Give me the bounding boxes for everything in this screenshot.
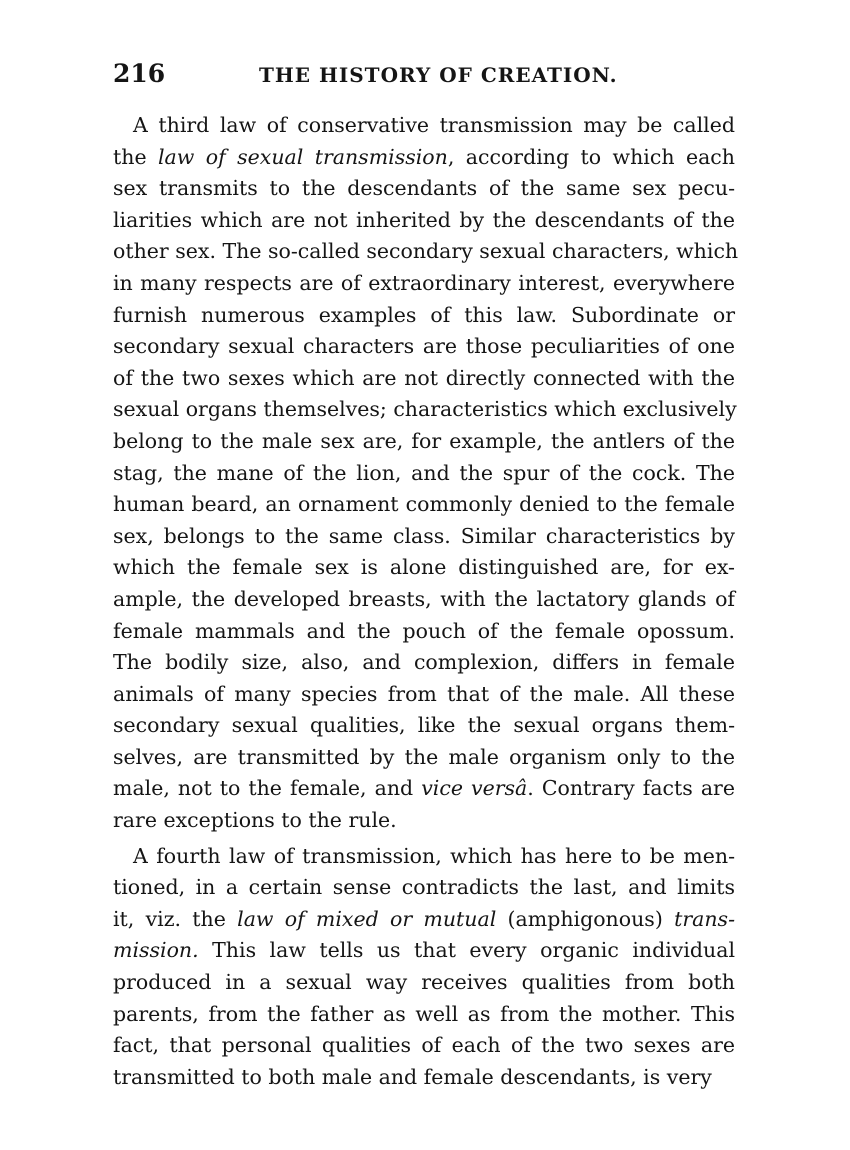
text-line bbox=[113, 300, 735, 332]
text-segment: female mammals and the pouch of the female opossum. bbox=[113, 618, 735, 643]
text-line bbox=[113, 616, 735, 648]
text-segment: of the two sexes which are not directly connected with the bbox=[113, 365, 735, 390]
text-line bbox=[113, 458, 735, 490]
italic-text: mission. bbox=[113, 938, 199, 963]
text-segment: which the female sex is alone distinguished are, for ex- bbox=[113, 555, 735, 580]
text-segment: in many respects are of extraordinary interest, everywhere bbox=[113, 270, 735, 295]
text-segment: liarities which are not inherited by the descendants of the bbox=[113, 207, 735, 232]
text-segment: parents, from the father as well as from the mother. This bbox=[113, 1001, 735, 1026]
text-line bbox=[113, 552, 735, 584]
text-segment: sex, belongs to the same class. Similar characteristics by bbox=[113, 523, 735, 548]
text-segment: rare exceptions to the rule. bbox=[113, 808, 397, 833]
page-number: 216 bbox=[113, 59, 166, 88]
text-line bbox=[113, 110, 735, 142]
text-line bbox=[113, 489, 735, 521]
text-segment: produced in a sexual way receives qualities from both bbox=[113, 970, 735, 995]
text-line bbox=[113, 710, 735, 742]
text-segment: animals of many species from that of the male. All these bbox=[113, 681, 735, 706]
text-segment: This law tells us that every organic individual bbox=[198, 938, 735, 963]
text-segment: transmitted to both male and female descendants, is very bbox=[113, 1064, 712, 1089]
text-line bbox=[113, 805, 735, 837]
text-segment: (amphigonous) bbox=[496, 906, 675, 931]
text-line bbox=[113, 935, 735, 967]
text-segment: fact, that personal qualities of each of the two sexes are bbox=[113, 1033, 735, 1058]
text-line bbox=[113, 742, 735, 774]
text-line bbox=[113, 142, 735, 174]
text-line bbox=[113, 268, 735, 300]
text-line bbox=[113, 173, 735, 205]
text-line bbox=[113, 584, 735, 616]
text-segment: it, viz. the bbox=[113, 906, 238, 931]
text-segment: the bbox=[113, 144, 158, 169]
paragraph bbox=[113, 110, 739, 837]
text-segment: stag, the mane of the lion, and the spur of the cock. The bbox=[113, 460, 735, 485]
text-segment: secondary sexual qualities, like the sexual organs them- bbox=[113, 713, 735, 738]
text-line bbox=[113, 205, 735, 237]
text-segment: The bodily size, also, and complexion, differs in female bbox=[113, 650, 735, 675]
text-segment: sexual organs themselves; characteristics which exclusively bbox=[113, 397, 737, 422]
text-segment: ample, the developed breasts, with the lactatory glands of bbox=[113, 586, 735, 611]
text-line bbox=[113, 679, 735, 711]
text-segment: human beard, an ornament commonly denied to the female bbox=[113, 492, 735, 517]
text-segment: tioned, in a certain sense contradicts the last, and limits bbox=[113, 875, 735, 900]
text-line bbox=[113, 999, 735, 1031]
text-segment: other sex. The so-called secondary sexual characters, which bbox=[113, 239, 739, 264]
text-segment: furnish numerous examples of this law. Subordinate or bbox=[113, 302, 735, 327]
italic-text: law of mixed or mutual bbox=[237, 906, 497, 931]
text-line bbox=[113, 904, 735, 936]
text-line bbox=[113, 363, 735, 395]
paragraph bbox=[113, 841, 735, 1094]
text-line bbox=[113, 1062, 735, 1094]
text-segment: , according to which each bbox=[447, 144, 735, 169]
text-line bbox=[113, 841, 735, 873]
running-head bbox=[113, 57, 735, 91]
text-segment: belong to the male sex are, for example, the antlers of the bbox=[113, 428, 735, 453]
text-line bbox=[113, 236, 739, 268]
italic-text: trans- bbox=[674, 906, 736, 931]
text-line bbox=[113, 773, 735, 805]
text-line bbox=[113, 647, 735, 679]
body-text bbox=[113, 110, 739, 1093]
text-line bbox=[113, 967, 735, 999]
italic-text: law of sexual transmission bbox=[158, 144, 448, 169]
text-line bbox=[113, 426, 735, 458]
text-segment: male, not to the female, and bbox=[113, 776, 422, 801]
text-segment: A fourth law of transmission, which has here to be men- bbox=[133, 843, 735, 868]
text-line bbox=[113, 394, 735, 426]
text-segment: sex transmits to the descendants of the same sex pecu- bbox=[113, 176, 735, 201]
text-line bbox=[113, 1030, 735, 1062]
running-title: THE HISTORY OF CREATION. bbox=[259, 63, 618, 87]
text-segment: selves, are transmitted by the male organism only to the bbox=[113, 744, 735, 769]
text-line bbox=[113, 872, 735, 904]
text-segment: . Contrary facts are bbox=[527, 776, 735, 801]
text-line bbox=[113, 521, 735, 553]
italic-text: vice versâ bbox=[421, 776, 528, 801]
text-segment: secondary sexual characters are those peculiarities of one bbox=[113, 334, 735, 359]
text-segment: A third law of conservative transmission may be called bbox=[133, 113, 735, 137]
text-line bbox=[113, 331, 735, 363]
